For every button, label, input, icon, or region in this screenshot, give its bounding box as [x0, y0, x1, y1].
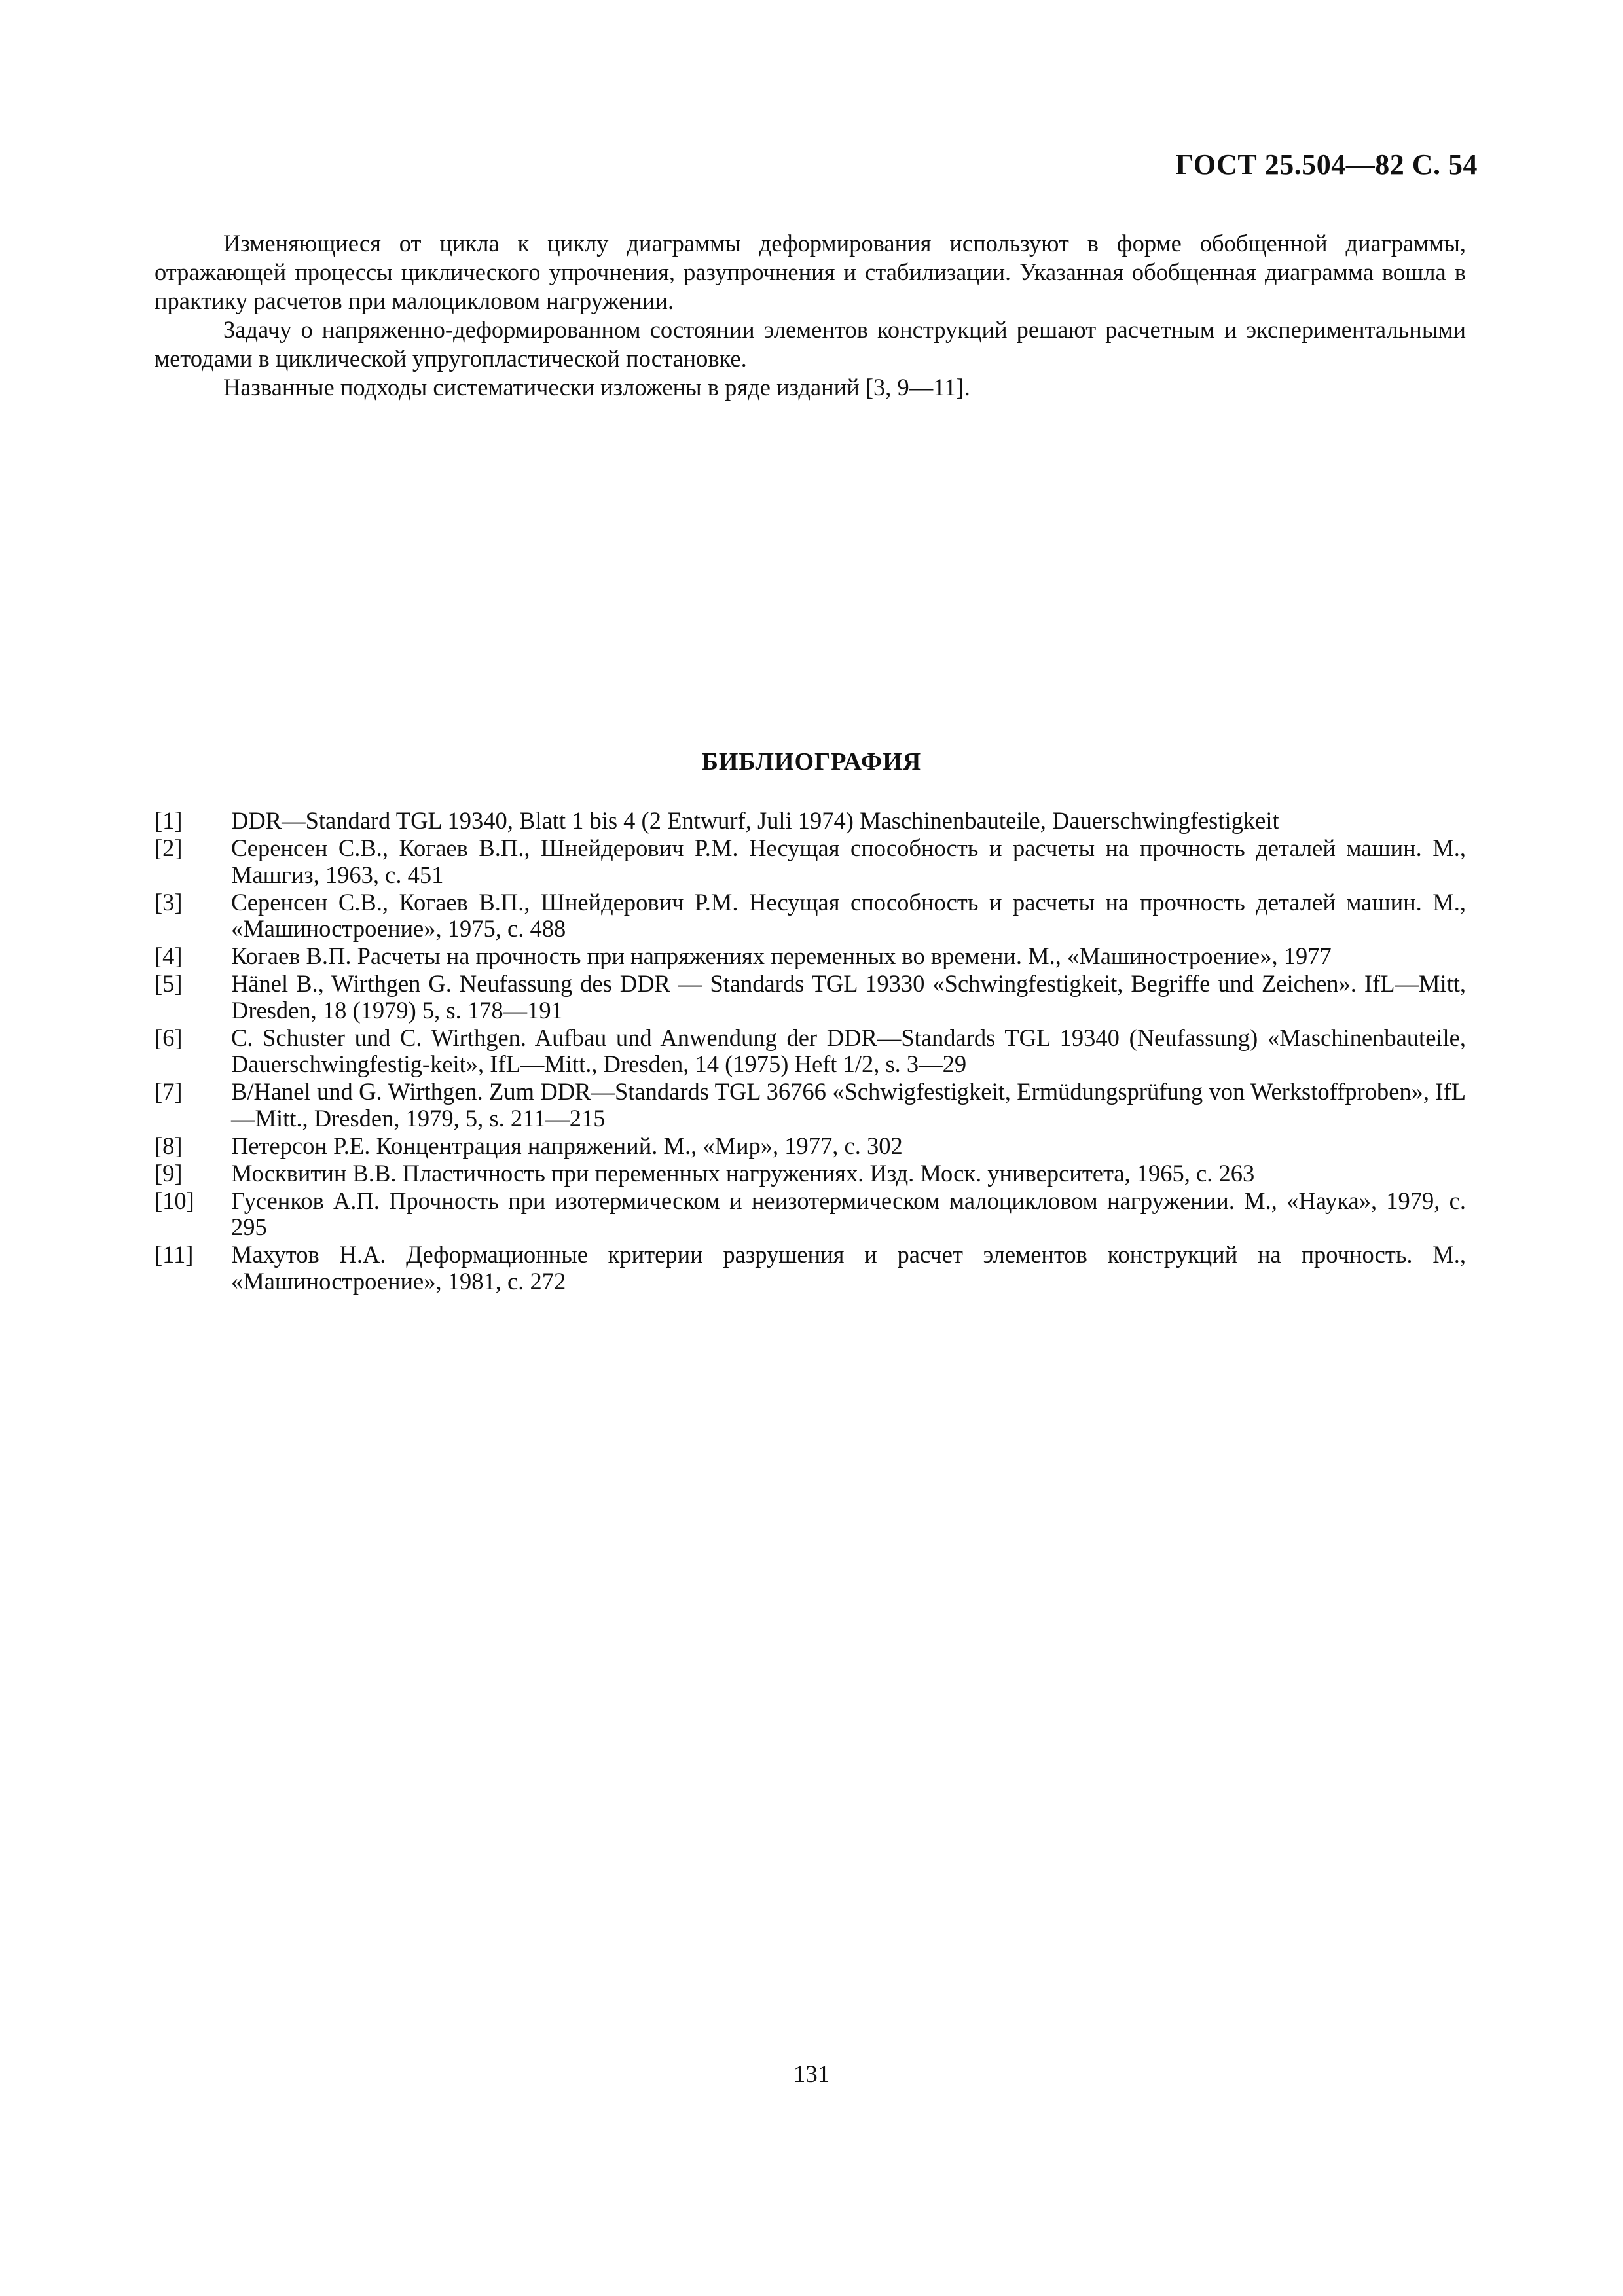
bibliography-item [155, 943, 1466, 970]
bibliography-item [155, 1133, 1466, 1160]
bibliography-number: [4] [155, 942, 183, 969]
bibliography-item [155, 889, 1466, 942]
bibliography-number: [3] [155, 888, 183, 916]
bibliography-text: Когаев В.П. Расчеты на прочность при напряжениях переменных во времени. М., «Машиностроение», 1977 [231, 942, 1332, 969]
bibliography-text: C. Schuster und C. Wirthgen. Aufbau und Anwendung der DDR—Standards TGL 19340 (Neufassung) «Maschinenbauteile, Dauerschwingfestig-keit», IfL—Mitt., Dresden, 14 (1975) Heft 1/2, s. 3—29 [231, 1024, 1466, 1077]
bibliography-number: [9] [155, 1159, 183, 1187]
bibliography-number: [6] [155, 1024, 183, 1051]
bibliography-number: [10] [155, 1187, 194, 1214]
body-text [155, 229, 1466, 402]
bibliography-item [155, 1188, 1466, 1241]
bibliography-number: [2] [155, 834, 183, 861]
paragraph: Названные подходы систематически изложены в ряде изданий [3, 9—11]. [223, 374, 970, 401]
bibliography-text: Hänel B., Wirthgen G. Neufassung des DDR — Standards TGL 19330 «Schwingfestigkeit, Begriffe und Zeichen». IfL—Mitt, Dresden, 18 (1979) 5, s. 178—191 [231, 970, 1466, 1024]
bibliography-item [155, 835, 1466, 888]
bibliography-item [155, 1025, 1466, 1078]
bibliography-item [155, 1242, 1466, 1295]
bibliography-text: B/Hanel und G. Wirthgen. Zum DDR—Standards TGL 36766 «Schwigfestigkeit, Ermüdungsprüfung von Werkstoffproben», IfL—Mitt., Dresden, 1979, 5, s. 211—215 [231, 1078, 1466, 1132]
page-number: 131 [793, 2061, 830, 2088]
bibliography-text: Серенсен С.В., Когаев В.П., Шнейдерович Р.М. Несущая способность и расчеты на прочность деталей машин. М., «Машиностроение», 1975, с. 488 [231, 888, 1466, 942]
bibliography-number: [7] [155, 1078, 183, 1105]
bibliography-item [155, 1160, 1466, 1187]
bibliography-item [155, 808, 1466, 834]
bibliography-number: [8] [155, 1132, 183, 1159]
bibliography-number: [11] [155, 1241, 194, 1268]
bibliography-text: Москвитин В.В. Пластичность при переменных нагружениях. Изд. Моск. университета, 1965, с. 263 [231, 1159, 1255, 1187]
bibliography-title: БИБЛИОГРАФИЯ [701, 748, 922, 776]
bibliography-number: [5] [155, 970, 183, 997]
bibliography-number: [1] [155, 807, 183, 834]
page-header: ГОСТ 25.504—82 С. 54 [1175, 149, 1478, 181]
bibliography-text: Махутов Н.А. Деформационные критерии разрушения и расчет элементов конструкций на прочность. М., «Машиностроение», 1981, с. 272 [231, 1241, 1466, 1295]
bibliography-text: Гусенков А.П. Прочность при изотермическом и неизотермическом малоцикловом нагружении. М., «Наука», 1979, с. 295 [231, 1187, 1466, 1240]
paragraph: Задачу о напряженно-деформированном состоянии элементов конструкций решают расчетным и экспериментальными методами в циклической упругопластической постановке. [155, 316, 1466, 372]
bibliography-text: Петерсон Р.Е. Концентрация напряжений. М., «Мир», 1977, с. 302 [231, 1132, 903, 1159]
bibliography-text: Серенсен С.В., Когаев В.П., Шнейдерович Р.М. Несущая способность и расчеты на прочность деталей машин. М., Машгиз, 1963, с. 451 [231, 834, 1466, 888]
bibliography-list [155, 808, 1466, 1296]
bibliography-text: DDR—Standard TGL 19340, Blatt 1 bis 4 (2 Entwurf, Juli 1974) Maschinenbauteile, Dauerschwingfestigkeit [231, 807, 1279, 834]
bibliography-item [155, 1079, 1466, 1132]
bibliography-item [155, 971, 1466, 1024]
paragraph: Изменяющиеся от цикла к циклу диаграммы деформирования используют в форме обобщенной диаграммы, отражающей процессы циклического упрочнения, разупрочнения и стабилизации. Указанная обобщенная диаграмма вошла в практику расчетов при малоцикловом нагружении. [155, 230, 1466, 314]
